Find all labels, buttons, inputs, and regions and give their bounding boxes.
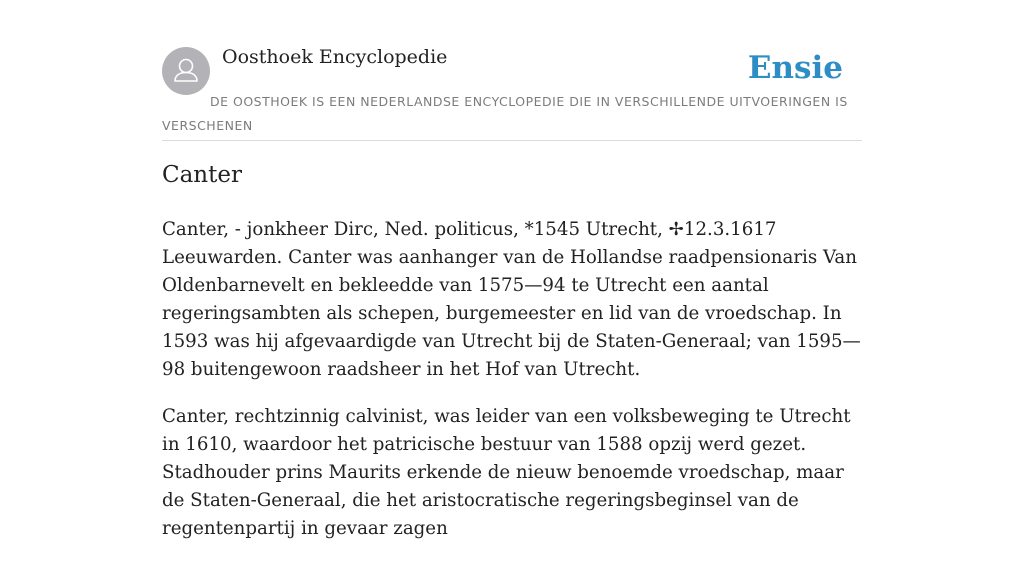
brand-logo[interactable]: Ensie — [747, 50, 843, 86]
user-silhouette-icon[interactable] — [162, 47, 210, 95]
site-description: DE OOSTHOEK IS EEN NEDERLANDSE ENCYCLOPEDIE DIE IN VERSCHILLENDE UITVOERINGEN IS VERSCHENEN — [162, 94, 848, 133]
article-paragraph-2: Canter, rechtzinnig calvinist, was leider van een volksbeweging te Utrecht in 1610, waardoor het patricische bestuur van 1588 opzij werd gezet. Stadhouder prins Maurits erkende de nieuw benoemde vroedschap, maar de Staten-Generaal, die het aristocratische regeringsbeginsel van de regentenpartij in gevaar zagen — [162, 406, 851, 539]
article-body — [162, 216, 864, 562]
article-title: Canter — [162, 162, 242, 188]
site-header — [162, 40, 862, 141]
site-title[interactable]: Oosthoek Encyclopedie — [222, 46, 448, 68]
article-paragraph-1: Canter, - jonkheer Dirc, Ned. politicus, *1545 Utrecht, ✢12.3.1617 Leeuwarden. Canter was aanhanger van de Hollandse raadpensionaris Van Oldenbarnevelt en bekleedde van 1575—94 te Utrecht een aantal regeringsambten als schepen, burgemeester en lid van de vroedschap. In 1593 was hij afgevaardigde van Utrecht bij de Staten-Generaal; van 1595—98 buitengewoon raadsheer in het Hof van Utrecht. — [162, 219, 861, 380]
